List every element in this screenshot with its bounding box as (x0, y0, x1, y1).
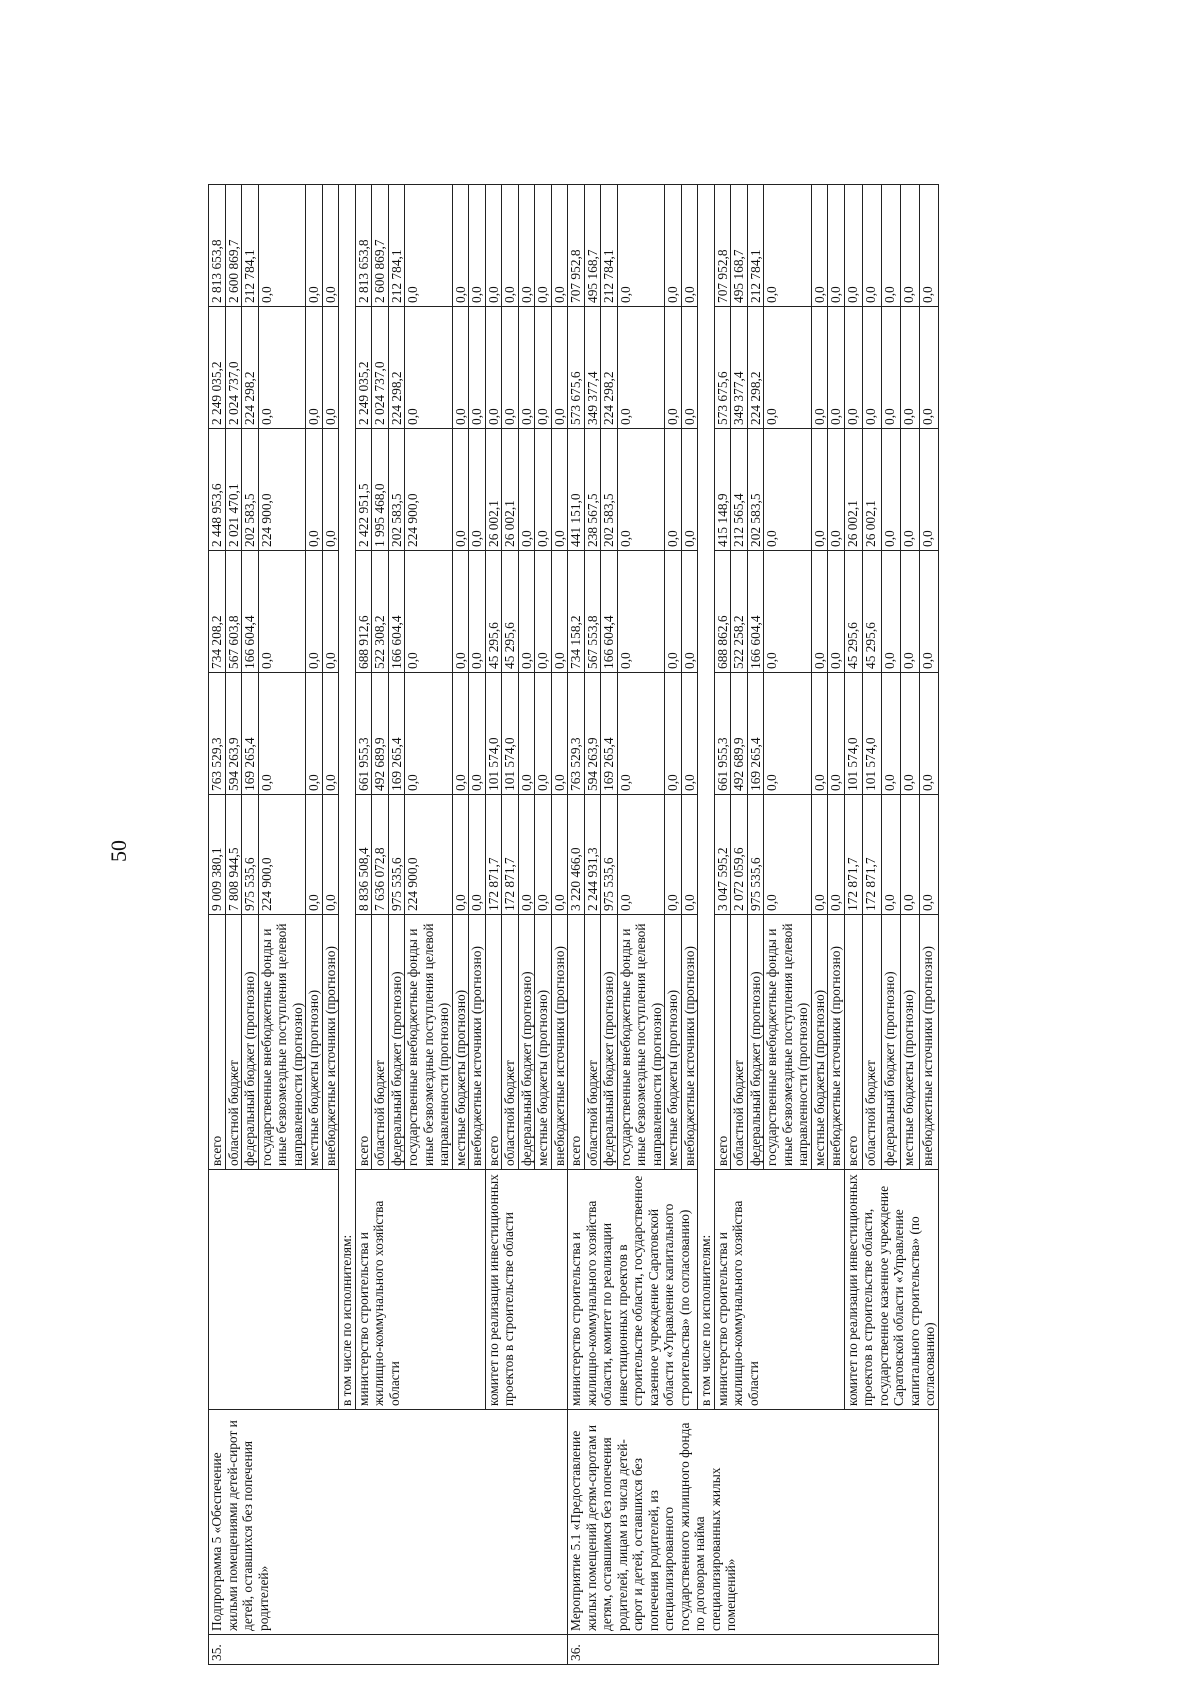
table-row (209, 185, 226, 1665)
value-cell: 166 604,4 (601, 551, 618, 673)
value-cell: 0,0 (535, 673, 552, 795)
value-cell: 0,0 (518, 185, 535, 307)
source-label: федеральный бюджет (прогнозно) (388, 915, 405, 1170)
value-cell: 0,0 (551, 551, 568, 673)
value-cell: 1 995 468,0 (372, 429, 389, 551)
source-label: государственные внебюджетные фонды и иные безвозмездные поступления целевой направленности (прогнозно) (617, 915, 665, 1170)
value-cell: 0,0 (518, 307, 535, 429)
value-cell: 0,0 (919, 429, 938, 551)
value-cell: 7 636 072,8 (372, 795, 389, 915)
source-label: внебюджетные источники (прогнозно) (828, 915, 845, 1170)
value-cell: 415 148,9 (714, 429, 731, 551)
value-cell: 212 784,1 (601, 185, 618, 307)
value-cell: 0,0 (306, 185, 323, 307)
value-cell: 172 871,7 (844, 795, 863, 915)
value-cell: 0,0 (811, 307, 828, 429)
executor-name: министерство строительства и жилищно-коммунального хозяйства области (355, 1170, 485, 1410)
value-cell: 0,0 (322, 307, 339, 429)
value-cell: 0,0 (258, 307, 306, 429)
executor-name: комитет по реализации инвестиционных проектов в строительстве области (485, 1170, 568, 1410)
source-label: областной бюджет (731, 915, 748, 1170)
value-cell: 492 689,9 (731, 673, 748, 795)
page-number: 50 (106, 840, 131, 862)
value-cell: 0,0 (764, 795, 812, 915)
source-label: федеральный бюджет (прогнозно) (242, 915, 259, 1170)
value-cell: 224 900,0 (258, 429, 306, 551)
value-cell: 0,0 (469, 795, 486, 915)
value-cell: 0,0 (882, 673, 901, 795)
value-cell: 9 009 380,1 (209, 795, 226, 915)
value-cell: 0,0 (322, 551, 339, 673)
value-cell: 594 263,9 (225, 673, 242, 795)
value-cell: 169 265,4 (747, 673, 764, 795)
value-cell: 45 295,6 (863, 551, 882, 673)
source-label: местные бюджеты (прогнозно) (811, 915, 828, 1170)
value-cell: 975 535,6 (242, 795, 259, 915)
value-cell: 26 002,1 (502, 429, 519, 551)
source-label: государственные внебюджетные фонды и иные безвозмездные поступления целевой направленности (прогнозно) (764, 915, 812, 1170)
value-cell: 45 295,6 (844, 551, 863, 673)
value-cell: 101 574,0 (844, 673, 863, 795)
value-cell: 0,0 (452, 185, 469, 307)
value-cell: 101 574,0 (485, 673, 502, 795)
executor-name: министерство строительства и жилищно-коммунального хозяйства области (714, 1170, 844, 1410)
source-label: государственные внебюджетные фонды и иные безвозмездные поступления целевой направленности (прогнозно) (405, 915, 453, 1170)
value-cell: 224 298,2 (242, 307, 259, 429)
value-cell: 2 249 035,2 (209, 307, 226, 429)
value-cell: 0,0 (617, 185, 665, 307)
value-cell: 212 784,1 (747, 185, 764, 307)
value-cell: 0,0 (518, 673, 535, 795)
value-cell: 0,0 (919, 307, 938, 429)
source-label: местные бюджеты (прогнозно) (452, 915, 469, 1170)
value-cell: 441 151,0 (568, 429, 585, 551)
value-cell: 0,0 (322, 795, 339, 915)
value-cell: 238 567,5 (584, 429, 601, 551)
value-cell: 0,0 (811, 673, 828, 795)
value-cell: 0,0 (811, 429, 828, 551)
value-cell: 0,0 (811, 795, 828, 915)
value-cell: 169 265,4 (601, 673, 618, 795)
source-label: внебюджетные источники (прогнозно) (551, 915, 568, 1170)
source-label: государственные внебюджетные фонды и иные безвозмездные поступления целевой направленности (прогнозно) (258, 915, 306, 1170)
value-cell: 202 583,5 (242, 429, 259, 551)
value-cell: 101 574,0 (863, 673, 882, 795)
value-cell: 0,0 (863, 185, 882, 307)
value-cell: 2 072 059,6 (731, 795, 748, 915)
value-cell: 573 675,6 (568, 307, 585, 429)
source-label: всего (355, 915, 372, 1170)
value-cell: 0,0 (665, 185, 682, 307)
value-cell: 0,0 (405, 673, 453, 795)
source-label: областной бюджет (225, 915, 242, 1170)
value-cell: 2 422 951,5 (355, 429, 372, 551)
value-cell: 0,0 (882, 185, 901, 307)
value-cell: 0,0 (452, 795, 469, 915)
value-cell: 202 583,5 (747, 429, 764, 551)
value-cell: 0,0 (919, 551, 938, 673)
source-label: областной бюджет (372, 915, 389, 1170)
value-cell: 975 535,6 (747, 795, 764, 915)
value-cell: 492 689,9 (372, 673, 389, 795)
value-cell: 2 024 737,0 (372, 307, 389, 429)
source-label: областной бюджет (502, 915, 519, 1170)
value-cell: 224 298,2 (747, 307, 764, 429)
value-cell: 0,0 (900, 185, 919, 307)
value-cell: 26 002,1 (485, 429, 502, 551)
value-cell: 0,0 (844, 185, 863, 307)
source-label: внебюджетные источники (прогнозно) (919, 915, 938, 1170)
source-label: областной бюджет (584, 915, 601, 1170)
value-cell: 734 158,2 (568, 551, 585, 673)
value-cell: 0,0 (882, 307, 901, 429)
value-cell: 0,0 (469, 429, 486, 551)
value-cell: 2 600 869,7 (225, 185, 242, 307)
value-cell: 573 675,6 (714, 307, 731, 429)
value-cell: 0,0 (469, 673, 486, 795)
value-cell: 734 208,2 (209, 551, 226, 673)
value-cell: 0,0 (617, 673, 665, 795)
value-cell: 495 168,7 (731, 185, 748, 307)
value-cell: 349 377,4 (731, 307, 748, 429)
value-cell: 0,0 (551, 795, 568, 915)
value-cell: 0,0 (535, 307, 552, 429)
executor-name: министерство строительства и жилищно-коммунального хозяйства области, комитет по реализации инвестиционных проектов в строительстве области, государственное казенное учреждение Саратовской области «Управление капитального строительства» (по согласованию) (568, 1170, 698, 1410)
value-cell: 0,0 (681, 429, 698, 551)
value-cell: 0,0 (828, 551, 845, 673)
source-label: внебюджетные источники (прогнозно) (681, 915, 698, 1170)
row-name: Мероприятие 5.1 «Предоставление жилых помещений детям-сиротам и детям, оставшимся без попечения родителей, лицам из числа детей-сирот и детей, оставшихся без попечения родителей, из специализированного государственного жилищного фонда по договорам найма специализированных жилых помещений» (568, 1410, 939, 1635)
value-cell: 0,0 (258, 673, 306, 795)
value-cell: 0,0 (863, 307, 882, 429)
value-cell: 0,0 (828, 307, 845, 429)
value-cell: 101 574,0 (502, 673, 519, 795)
value-cell: 0,0 (681, 795, 698, 915)
value-cell: 0,0 (322, 673, 339, 795)
value-cell: 2 249 035,2 (355, 307, 372, 429)
value-cell: 3 047 595,2 (714, 795, 731, 915)
value-cell: 0,0 (900, 673, 919, 795)
source-label: внебюджетные источники (прогнозно) (469, 915, 486, 1170)
value-cell: 0,0 (535, 185, 552, 307)
table-row (568, 185, 585, 1665)
value-cell: 349 377,4 (584, 307, 601, 429)
value-cell: 0,0 (900, 307, 919, 429)
rotated-page (208, 185, 1198, 1665)
value-cell: 0,0 (551, 673, 568, 795)
value-cell: 166 604,4 (747, 551, 764, 673)
value-cell: 169 265,4 (242, 673, 259, 795)
source-label: местные бюджеты (прогнозно) (665, 915, 682, 1170)
value-cell: 0,0 (518, 795, 535, 915)
source-label: местные бюджеты (прогнозно) (535, 915, 552, 1170)
value-cell: 0,0 (681, 185, 698, 307)
source-label: всего (844, 915, 863, 1170)
value-cell: 224 900,0 (405, 795, 453, 915)
value-cell: 0,0 (811, 185, 828, 307)
value-cell: 594 263,9 (584, 673, 601, 795)
value-cell: 2 813 653,8 (209, 185, 226, 307)
value-cell: 224 298,2 (601, 307, 618, 429)
value-cell: 0,0 (258, 185, 306, 307)
value-cell: 0,0 (617, 551, 665, 673)
value-cell: 0,0 (617, 429, 665, 551)
value-cell: 495 168,7 (584, 185, 601, 307)
value-cell: 0,0 (469, 307, 486, 429)
value-cell: 688 862,6 (714, 551, 731, 673)
row-number: 35. (209, 1635, 568, 1665)
value-cell: 0,0 (322, 429, 339, 551)
value-cell: 0,0 (764, 307, 812, 429)
value-cell: 0,0 (452, 429, 469, 551)
value-cell: 0,0 (306, 429, 323, 551)
value-cell: 0,0 (405, 185, 453, 307)
value-cell: 0,0 (882, 795, 901, 915)
executors-header: в том числе по исполнителям: (698, 185, 715, 1410)
value-cell: 2 024 737,0 (225, 307, 242, 429)
value-cell: 0,0 (764, 185, 812, 307)
budget-table (208, 184, 939, 1665)
value-cell: 0,0 (306, 795, 323, 915)
value-cell: 172 871,7 (502, 795, 519, 915)
value-cell: 45 295,6 (485, 551, 502, 673)
row-number: 36. (568, 1635, 939, 1665)
value-cell: 0,0 (535, 429, 552, 551)
source-label: всего (485, 915, 502, 1170)
value-cell: 26 002,1 (863, 429, 882, 551)
value-cell: 0,0 (882, 551, 901, 673)
value-cell: 7 808 944,5 (225, 795, 242, 915)
source-label: всего (714, 915, 731, 1170)
value-cell: 0,0 (485, 185, 502, 307)
value-cell: 224 900,0 (405, 429, 453, 551)
value-cell: 567 603,8 (225, 551, 242, 673)
value-cell: 0,0 (617, 307, 665, 429)
value-cell: 0,0 (665, 551, 682, 673)
value-cell: 2 600 869,7 (372, 185, 389, 307)
value-cell: 202 583,5 (388, 429, 405, 551)
value-cell: 0,0 (306, 307, 323, 429)
value-cell: 0,0 (882, 429, 901, 551)
value-cell: 763 529,3 (209, 673, 226, 795)
value-cell: 224 900,0 (258, 795, 306, 915)
value-cell: 688 912,6 (355, 551, 372, 673)
value-cell: 0,0 (551, 307, 568, 429)
value-cell: 0,0 (306, 673, 323, 795)
value-cell: 0,0 (919, 795, 938, 915)
value-cell: 0,0 (844, 307, 863, 429)
value-cell: 0,0 (764, 673, 812, 795)
value-cell: 0,0 (452, 673, 469, 795)
value-cell: 0,0 (617, 795, 665, 915)
executor-name: комитет по реализации инвестиционных проектов в строительстве области, государственное казенное учреждение Саратовской области «Управление капитального строительства» (по согласованию) (844, 1170, 938, 1410)
value-cell: 0,0 (764, 551, 812, 673)
source-label: федеральный бюджет (прогнозно) (601, 915, 618, 1170)
value-cell: 0,0 (900, 551, 919, 673)
value-cell: 45 295,6 (502, 551, 519, 673)
value-cell: 2 448 953,6 (209, 429, 226, 551)
source-label: всего (568, 915, 585, 1170)
value-cell: 212 565,4 (731, 429, 748, 551)
value-cell: 2 813 653,8 (355, 185, 372, 307)
value-cell: 172 871,7 (485, 795, 502, 915)
value-cell: 0,0 (452, 307, 469, 429)
value-cell: 0,0 (258, 551, 306, 673)
value-cell: 0,0 (405, 307, 453, 429)
value-cell: 0,0 (811, 551, 828, 673)
value-cell: 975 535,6 (388, 795, 405, 915)
row-name: Подпрограмма 5 «Обеспечение жильми помещениями детей-сирот и детей, оставшихся без попечения родителей» (209, 1410, 568, 1635)
executor-blank (209, 1170, 339, 1410)
value-cell: 0,0 (518, 429, 535, 551)
value-cell: 0,0 (665, 429, 682, 551)
value-cell: 0,0 (665, 673, 682, 795)
value-cell: 0,0 (502, 307, 519, 429)
value-cell: 522 258,2 (731, 551, 748, 673)
value-cell: 169 265,4 (388, 673, 405, 795)
value-cell: 0,0 (535, 795, 552, 915)
value-cell: 2 244 931,3 (584, 795, 601, 915)
value-cell: 202 583,5 (601, 429, 618, 551)
value-cell: 224 298,2 (388, 307, 405, 429)
value-cell: 0,0 (502, 185, 519, 307)
value-cell: 2 021 470,1 (225, 429, 242, 551)
value-cell: 661 955,3 (714, 673, 731, 795)
value-cell: 0,0 (828, 795, 845, 915)
value-cell: 0,0 (306, 551, 323, 673)
value-cell: 26 002,1 (844, 429, 863, 551)
value-cell: 0,0 (322, 185, 339, 307)
source-label: федеральный бюджет (прогнозно) (747, 915, 764, 1170)
value-cell: 212 784,1 (388, 185, 405, 307)
value-cell: 707 952,8 (714, 185, 731, 307)
value-cell: 0,0 (681, 307, 698, 429)
source-label: местные бюджеты (прогнозно) (900, 915, 919, 1170)
source-label: внебюджетные источники (прогнозно) (322, 915, 339, 1170)
value-cell: 0,0 (681, 673, 698, 795)
value-cell: 0,0 (900, 429, 919, 551)
value-cell: 0,0 (551, 185, 568, 307)
value-cell: 0,0 (764, 429, 812, 551)
value-cell: 975 535,6 (601, 795, 618, 915)
value-cell: 0,0 (828, 429, 845, 551)
value-cell: 0,0 (900, 795, 919, 915)
value-cell: 0,0 (452, 551, 469, 673)
value-cell: 0,0 (919, 673, 938, 795)
value-cell: 0,0 (469, 185, 486, 307)
value-cell: 0,0 (518, 551, 535, 673)
value-cell: 0,0 (535, 551, 552, 673)
source-label: областной бюджет (863, 915, 882, 1170)
value-cell: 707 952,8 (568, 185, 585, 307)
source-label: всего (209, 915, 226, 1170)
value-cell: 0,0 (405, 551, 453, 673)
value-cell: 3 220 466,0 (568, 795, 585, 915)
value-cell: 8 836 508,4 (355, 795, 372, 915)
value-cell: 763 529,3 (568, 673, 585, 795)
source-label: федеральный бюджет (прогнозно) (882, 915, 901, 1170)
value-cell: 0,0 (665, 307, 682, 429)
table-body (209, 185, 939, 1665)
value-cell: 0,0 (469, 551, 486, 673)
value-cell: 212 784,1 (242, 185, 259, 307)
source-label: местные бюджеты (прогнозно) (306, 915, 323, 1170)
value-cell: 661 955,3 (355, 673, 372, 795)
value-cell: 0,0 (485, 307, 502, 429)
source-label: федеральный бюджет (прогнозно) (518, 915, 535, 1170)
value-cell: 0,0 (919, 185, 938, 307)
executors-header: в том числе по исполнителям: (339, 185, 356, 1410)
value-cell: 0,0 (681, 551, 698, 673)
value-cell: 0,0 (551, 429, 568, 551)
value-cell: 0,0 (828, 673, 845, 795)
value-cell: 0,0 (665, 795, 682, 915)
value-cell: 0,0 (828, 185, 845, 307)
value-cell: 522 308,2 (372, 551, 389, 673)
value-cell: 172 871,7 (863, 795, 882, 915)
value-cell: 567 553,8 (584, 551, 601, 673)
value-cell: 166 604,4 (388, 551, 405, 673)
value-cell: 166 604,4 (242, 551, 259, 673)
